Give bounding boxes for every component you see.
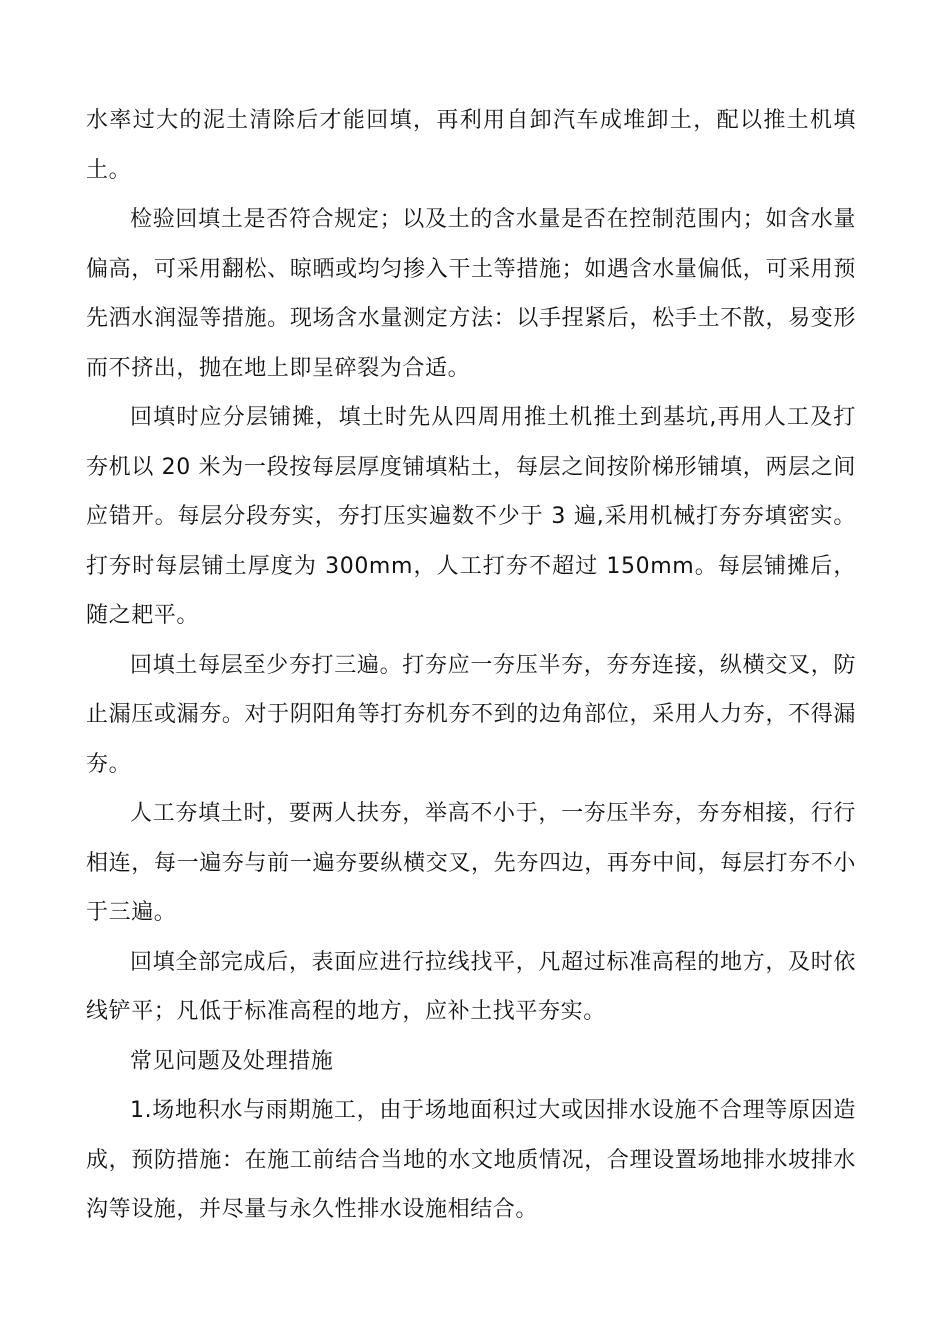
paragraph-surface-leveling: 回填全部完成后，表面应进行拉线找平，凡超过标准高程的地方，及时依线铲平；凡低于标准高程的地方，应补土找平夯实。 [86,949,856,1024]
paragraph-tamping-passes: 回填土每层至少夯打三遍。打夯应一夯压半夯，夯夯连接，纵横交叉，防止漏压或漏夯。对于阴阳角等打夯机夯不到的边角部位，采用人力夯，不得漏夯。 [86,652,856,777]
paragraph-manual-tamping: 人工夯填土时，要两人扶夯，举高不小于，一夯压半夯，夯夯相接，行行相连，每一遍夯与前一遍夯要纵横交叉，先夯四边，再夯中间，每层打夯不小于三遍。 [86,801,856,925]
document-page [86,96,856,1235]
paragraph-layered-backfill: 回填时应分层铺摊，填土时先从四周用推土机推土到基坑,再用人工及打夯机以 20 米为一段按每层厚度铺填粘土，每层之间按阶梯形铺填，两层之间应错开。每层分段夯实，夯打压实遍数不少于 3 遍,采用机械打夯夯填密实。打夯时每层铺土厚度为 300mm，人工打夯不超过 150mm。每层铺摊后，随之耙平。 [86,405,856,628]
paragraph-moisture-inspection: 检验回填土是否符合规定；以及土的含水量是否在控制范围内；如含水量偏高，可采用翻松、晾晒或均匀掺入干土等措施；如遇含水量偏低，可采用预先洒水润湿等措施。现场含水量测定方法：以手捏紧后，松手土不散，易变形而不挤出，抛在地上即呈碎裂为合适。 [86,207,856,381]
paragraph-site-drainage: 1.场地积水与雨期施工，由于场地面积过大或因排水设施不合理等原因造成，预防措施：在施工前结合当地的水文地质情况，合理设置场地排水坡排水沟等设施，并尽量与永久性排水设施相结合。 [86,1098,856,1222]
section-heading-common-problems: 常见问题及处理措施 [130,1048,334,1074]
paragraph-continuation: 水率过大的泥土清除后才能回填，再利用自卸汽车成堆卸土，配以推土机填土。 [86,108,856,183]
